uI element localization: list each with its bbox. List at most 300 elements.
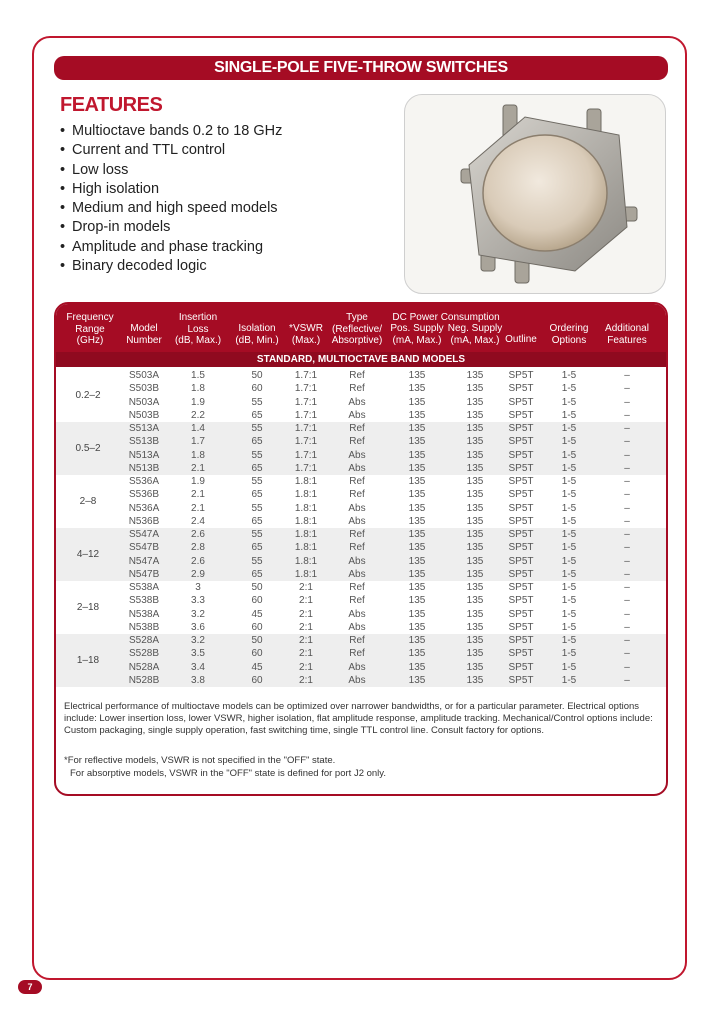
cell-model: N528A — [128, 661, 160, 673]
cell-vswr: 1.8:1 — [294, 515, 318, 527]
cell-outline: SP5T — [508, 409, 534, 421]
table-row — [56, 382, 666, 395]
cell-model: N503A — [128, 396, 160, 408]
cell-insertion-loss: 3.3 — [191, 595, 205, 607]
cell-neg-supply: 135 — [466, 648, 484, 660]
feature-text: Binary decoded logic — [72, 258, 207, 275]
cell-model: N513B — [128, 462, 160, 474]
cell-neg-supply: 135 — [466, 476, 484, 487]
cell-insertion-loss: 3.4 — [191, 661, 205, 673]
cell-insertion-loss: 2.1 — [191, 462, 205, 474]
cell-isolation: 65 — [251, 489, 263, 501]
cell-additional-features: – — [624, 568, 630, 580]
cell-additional-features: – — [624, 502, 630, 514]
cell-pos-supply: 135 — [408, 449, 426, 461]
cell-pos-supply: 135 — [408, 608, 426, 620]
cell-vswr: 1.8:1 — [294, 502, 318, 514]
cell-insertion-loss: 2.1 — [191, 489, 205, 501]
cell-model: S503B — [128, 383, 160, 395]
cell-model: S503A — [128, 370, 160, 381]
cell-isolation: 55 — [251, 423, 263, 434]
switch-image — [405, 95, 666, 294]
cell-ordering-options: 1-5 — [561, 515, 577, 527]
cell-outline: SP5T — [508, 674, 534, 686]
feature-text: Multioctave bands 0.2 to 18 GHz — [72, 123, 283, 139]
cell-pos-supply: 135 — [408, 370, 426, 381]
bullet-icon: • — [60, 200, 66, 217]
cell-insertion-loss: 2.1 — [191, 502, 205, 514]
cell-pos-supply: 135 — [408, 635, 426, 646]
cell-isolation: 45 — [251, 608, 263, 620]
cell-insertion-loss: 3.5 — [191, 648, 205, 660]
feature-item — [60, 141, 282, 160]
feature-text: Current and TTL control — [72, 142, 226, 159]
cell-insertion-loss: 1.5 — [191, 370, 205, 381]
cell-neg-supply: 135 — [466, 515, 484, 527]
cell-isolation: 50 — [251, 582, 263, 593]
cell-pos-supply: 135 — [408, 462, 426, 474]
cell-neg-supply: 135 — [466, 582, 484, 593]
cell-neg-supply: 135 — [466, 436, 484, 448]
cell-additional-features: – — [624, 542, 630, 554]
cell-model: S547B — [128, 542, 160, 554]
cell-insertion-loss: 1.8 — [191, 383, 205, 395]
cell-isolation: 55 — [251, 476, 263, 487]
cell-type: Abs — [348, 674, 366, 686]
cell-type: Ref — [349, 595, 365, 607]
cell-outline: SP5T — [508, 462, 534, 474]
cell-outline: SP5T — [508, 383, 534, 395]
cell-model: N528B — [128, 674, 160, 686]
cell-additional-features: – — [624, 635, 630, 646]
cell-type: Ref — [349, 383, 365, 395]
cell-ordering-options: 1-5 — [561, 370, 577, 381]
cell-type: Ref — [349, 423, 365, 434]
frequency-range: 0.5–2 — [75, 442, 101, 454]
cell-model: S538B — [128, 595, 160, 607]
cell-outline: SP5T — [508, 423, 534, 434]
cell-type: Ref — [349, 476, 365, 487]
table-row — [56, 435, 666, 448]
cell-neg-supply: 135 — [466, 555, 484, 567]
cell-insertion-loss: 1.9 — [191, 476, 205, 487]
bullet-icon: • — [60, 238, 66, 255]
page-title: SINGLE-POLE FIVE-THROW SWITCHES — [54, 56, 668, 80]
cell-model: S536A — [128, 476, 160, 487]
feature-text: Low loss — [72, 161, 129, 178]
cell-type: Abs — [348, 661, 366, 673]
cell-ordering-options: 1-5 — [561, 542, 577, 554]
cell-pos-supply: 135 — [408, 396, 426, 408]
cell-ordering-options: 1-5 — [561, 582, 577, 593]
col-vswr: *VSWR (Max.) — [289, 323, 323, 346]
cell-insertion-loss: 1.7 — [191, 436, 205, 448]
cell-additional-features: – — [624, 648, 630, 660]
cell-neg-supply: 135 — [466, 595, 484, 607]
feature-item — [60, 180, 282, 199]
cell-neg-supply: 135 — [466, 502, 484, 514]
cell-pos-supply: 135 — [408, 582, 426, 593]
cell-vswr: 1.8:1 — [294, 476, 318, 487]
cell-model: N547B — [128, 568, 160, 580]
cell-pos-supply: 135 — [408, 661, 426, 673]
cell-type: Abs — [348, 568, 366, 580]
cell-insertion-loss: 3.6 — [191, 621, 205, 633]
cell-isolation: 55 — [251, 555, 263, 567]
cell-pos-supply: 135 — [408, 542, 426, 554]
cell-insertion-loss: 3 — [195, 582, 201, 593]
cell-pos-supply: 135 — [408, 502, 426, 514]
col-frequency: Frequency Range (GHz) — [66, 312, 114, 346]
cell-neg-supply: 135 — [466, 370, 484, 381]
cell-model: N538B — [128, 621, 160, 633]
table-row — [56, 594, 666, 607]
col-isolation: Isolation (dB, Min.) — [235, 323, 279, 346]
feature-item — [60, 238, 282, 257]
cell-ordering-options: 1-5 — [561, 489, 577, 501]
cell-ordering-options: 1-5 — [561, 449, 577, 461]
cell-vswr: 1.7:1 — [294, 449, 318, 461]
cell-outline: SP5T — [508, 449, 534, 461]
bullet-icon: • — [60, 161, 66, 178]
vswr-note-absorptive: For absorptive models, VSWR in the "OFF" state is defined for port J2 only. — [70, 768, 386, 779]
cell-type: Abs — [348, 621, 366, 633]
cell-pos-supply: 135 — [408, 595, 426, 607]
feature-text: High isolation — [72, 180, 160, 197]
feature-item — [60, 218, 282, 237]
table-row — [56, 462, 666, 475]
table-row — [56, 674, 666, 687]
table-subheader: STANDARD, MULTIOCTAVE BAND MODELS — [56, 352, 666, 367]
cell-isolation: 45 — [251, 661, 263, 673]
cell-model: N536A — [128, 502, 160, 514]
cell-type: Ref — [349, 529, 365, 540]
cell-vswr: 1.7:1 — [294, 396, 318, 408]
cell-neg-supply: 135 — [466, 489, 484, 501]
cell-additional-features: – — [624, 661, 630, 673]
table-row — [56, 475, 666, 488]
cell-outline: SP5T — [508, 476, 534, 487]
cell-insertion-loss: 2.6 — [191, 555, 205, 567]
cell-vswr: 1.7:1 — [294, 436, 318, 448]
cell-vswr: 1.8:1 — [294, 568, 318, 580]
cell-type: Abs — [348, 409, 366, 421]
cell-isolation: 60 — [251, 595, 263, 607]
product-photo — [404, 94, 666, 294]
cell-additional-features: – — [624, 608, 630, 620]
cell-vswr: 2:1 — [299, 674, 313, 686]
cell-model: N538A — [128, 608, 160, 620]
cell-ordering-options: 1-5 — [561, 462, 577, 474]
cell-pos-supply: 135 — [408, 621, 426, 633]
cell-isolation: 65 — [251, 462, 263, 474]
cell-vswr: 2:1 — [299, 582, 313, 593]
cell-additional-features: – — [624, 621, 630, 633]
feature-text: Amplitude and phase tracking — [72, 238, 264, 255]
cell-ordering-options: 1-5 — [561, 476, 577, 487]
cell-insertion-loss: 2.9 — [191, 568, 205, 580]
cell-pos-supply: 135 — [408, 423, 426, 434]
cell-additional-features: – — [624, 515, 630, 527]
col-outline: Outline — [505, 334, 537, 345]
cell-outline: SP5T — [508, 568, 534, 580]
table-row — [56, 449, 666, 462]
cell-neg-supply: 135 — [466, 396, 484, 408]
feature-text: Drop-in models — [72, 219, 171, 236]
col-pos-supply: Pos. Supply (mA, Max.) — [390, 323, 444, 346]
cell-neg-supply: 135 — [466, 449, 484, 461]
cell-vswr: 1.7:1 — [294, 370, 318, 381]
cell-neg-supply: 135 — [466, 635, 484, 646]
cell-pos-supply: 135 — [408, 489, 426, 501]
cell-neg-supply: 135 — [466, 674, 484, 686]
cell-model: N536B — [128, 515, 160, 527]
spec-table — [54, 302, 668, 796]
cell-vswr: 1.7:1 — [294, 462, 318, 474]
cell-model: N547A — [128, 555, 160, 567]
table-row — [56, 422, 666, 435]
cell-outline: SP5T — [508, 648, 534, 660]
cell-isolation: 55 — [251, 449, 263, 461]
cell-outline: SP5T — [508, 635, 534, 646]
cell-pos-supply: 135 — [408, 568, 426, 580]
cell-model: S513A — [128, 423, 160, 434]
cell-outline: SP5T — [508, 621, 534, 633]
cell-model: S538A — [128, 582, 160, 593]
col-model: Model Number — [126, 323, 162, 346]
cell-ordering-options: 1-5 — [561, 674, 577, 686]
table-row — [56, 369, 666, 382]
cell-vswr: 1.8:1 — [294, 529, 318, 540]
cell-isolation: 55 — [251, 396, 263, 408]
cell-ordering-options: 1-5 — [561, 661, 577, 673]
cell-vswr: 2:1 — [299, 661, 313, 673]
table-row — [56, 502, 666, 515]
cell-vswr: 1.8:1 — [294, 489, 318, 501]
cell-isolation: 55 — [251, 529, 263, 540]
cell-type: Abs — [348, 396, 366, 408]
table-row — [56, 661, 666, 674]
cell-ordering-options: 1-5 — [561, 502, 577, 514]
cell-pos-supply: 135 — [408, 409, 426, 421]
cell-outline: SP5T — [508, 542, 534, 554]
bullet-icon: • — [60, 142, 66, 159]
frequency-range: 4–12 — [76, 548, 100, 560]
cell-vswr: 1.7:1 — [294, 423, 318, 434]
table-row — [56, 396, 666, 409]
bullet-icon: • — [60, 219, 66, 236]
table-row — [56, 581, 666, 594]
cell-model: S536B — [128, 489, 160, 501]
cell-ordering-options: 1-5 — [561, 595, 577, 607]
cell-vswr: 1.8:1 — [294, 542, 318, 554]
feature-item — [60, 257, 282, 276]
cell-isolation: 60 — [251, 383, 263, 395]
cell-pos-supply: 135 — [408, 555, 426, 567]
cell-insertion-loss: 3.8 — [191, 674, 205, 686]
cell-vswr: 2:1 — [299, 595, 313, 607]
cell-neg-supply: 135 — [466, 462, 484, 474]
cell-outline: SP5T — [508, 595, 534, 607]
cell-isolation: 60 — [251, 621, 263, 633]
cell-insertion-loss: 3.2 — [191, 608, 205, 620]
feature-item — [60, 122, 282, 141]
cell-neg-supply: 135 — [466, 423, 484, 434]
table-row — [56, 647, 666, 660]
table-row — [56, 541, 666, 554]
cell-additional-features: – — [624, 529, 630, 540]
cell-ordering-options: 1-5 — [561, 396, 577, 408]
cell-additional-features: – — [624, 582, 630, 593]
cell-vswr: 1.8:1 — [294, 555, 318, 567]
cell-neg-supply: 135 — [466, 608, 484, 620]
cell-model: S528A — [128, 635, 160, 646]
table-row — [56, 528, 666, 541]
table-header — [56, 304, 666, 352]
cell-outline: SP5T — [508, 661, 534, 673]
cell-ordering-options: 1-5 — [561, 409, 577, 421]
cell-model: S513B — [128, 436, 160, 448]
cell-neg-supply: 135 — [466, 568, 484, 580]
cell-outline: SP5T — [508, 515, 534, 527]
cell-ordering-options: 1-5 — [561, 383, 577, 395]
cell-type: Abs — [348, 502, 366, 514]
cell-neg-supply: 135 — [466, 529, 484, 540]
cell-ordering-options: 1-5 — [561, 423, 577, 434]
cell-additional-features: – — [624, 489, 630, 501]
cell-additional-features: – — [624, 409, 630, 421]
cell-ordering-options: 1-5 — [561, 529, 577, 540]
cell-type: Abs — [348, 608, 366, 620]
features-heading: FEATURES — [60, 94, 163, 116]
cell-insertion-loss: 1.4 — [191, 423, 205, 434]
cell-outline: SP5T — [508, 529, 534, 540]
table-row — [56, 555, 666, 568]
cell-type: Ref — [349, 370, 365, 381]
col-insertion-loss: Insertion Loss (dB, Max.) — [174, 312, 222, 346]
cell-insertion-loss: 2.6 — [191, 529, 205, 540]
frequency-range: 2–18 — [76, 601, 100, 613]
cell-isolation: 65 — [251, 568, 263, 580]
cell-pos-supply: 135 — [408, 383, 426, 395]
electrical-note: Electrical performance of multioctave models can be optimized over narrower bandwidths, or for a particular parameter. Electrical options include: Lower insertion loss, lower VSWR, higher isolation, flat amplitude response, amplitude tracking. Mechanical/Control options include: Custom packaging, single supply operation, fast switching time, single TTL control line. Consult factory for options. — [64, 701, 653, 736]
cell-additional-features: – — [624, 396, 630, 408]
cell-type: Ref — [349, 648, 365, 660]
cell-type: Abs — [348, 462, 366, 474]
cell-additional-features: – — [624, 370, 630, 381]
cell-outline: SP5T — [508, 396, 534, 408]
cell-ordering-options: 1-5 — [561, 555, 577, 567]
col-dc-power-title: DC Power Consumption — [392, 312, 500, 323]
cell-ordering-options: 1-5 — [561, 436, 577, 448]
table-row — [56, 568, 666, 581]
cell-additional-features: – — [624, 449, 630, 461]
cell-model: N503B — [128, 409, 160, 421]
table-row — [56, 515, 666, 528]
cell-type: Abs — [348, 449, 366, 461]
cell-isolation: 55 — [251, 502, 263, 514]
cell-pos-supply: 135 — [408, 674, 426, 686]
col-type: Type (Reflective/ Absorptive) — [331, 312, 383, 346]
cell-vswr: 1.7:1 — [294, 383, 318, 395]
cell-isolation: 50 — [251, 635, 263, 646]
cell-outline: SP5T — [508, 436, 534, 448]
cell-vswr: 2:1 — [299, 621, 313, 633]
cell-additional-features: – — [624, 555, 630, 567]
cell-pos-supply: 135 — [408, 476, 426, 487]
cell-ordering-options: 1-5 — [561, 635, 577, 646]
cell-additional-features: – — [624, 595, 630, 607]
table-row — [56, 409, 666, 422]
feature-text: Medium and high speed models — [72, 200, 278, 217]
cell-type: Ref — [349, 582, 365, 593]
cell-isolation: 65 — [251, 515, 263, 527]
feature-item — [60, 199, 282, 218]
cell-insertion-loss: 1.9 — [191, 396, 205, 408]
features-list — [60, 122, 282, 276]
cell-pos-supply: 135 — [408, 529, 426, 540]
cell-vswr: 2:1 — [299, 648, 313, 660]
cell-vswr: 1.7:1 — [294, 409, 318, 421]
cell-isolation: 60 — [251, 674, 263, 686]
cell-neg-supply: 135 — [466, 383, 484, 395]
cell-type: Ref — [349, 436, 365, 448]
cell-isolation: 60 — [251, 648, 263, 660]
frequency-range: 2–8 — [79, 495, 97, 507]
cell-additional-features: – — [624, 476, 630, 487]
cell-isolation: 65 — [251, 542, 263, 554]
cell-type: Ref — [349, 542, 365, 554]
bullet-icon: • — [60, 123, 66, 139]
col-additional-features: Additional Features — [605, 323, 649, 346]
cell-outline: SP5T — [508, 582, 534, 593]
frequency-range: 1–18 — [76, 654, 100, 666]
cell-type: Ref — [349, 635, 365, 646]
cell-model: N513A — [128, 449, 160, 461]
cell-neg-supply: 135 — [466, 621, 484, 633]
cell-outline: SP5T — [508, 608, 534, 620]
cell-type: Ref — [349, 489, 365, 501]
cell-isolation: 65 — [251, 436, 263, 448]
col-neg-supply: Neg. Supply (mA, Max.) — [447, 323, 503, 346]
cell-vswr: 2:1 — [299, 608, 313, 620]
cell-outline: SP5T — [508, 370, 534, 381]
page-number: 7 — [18, 980, 42, 994]
bullet-icon: • — [60, 258, 66, 275]
cell-neg-supply: 135 — [466, 661, 484, 673]
cell-additional-features: – — [624, 383, 630, 395]
table-row — [56, 621, 666, 634]
cell-insertion-loss: 3.2 — [191, 635, 205, 646]
cell-additional-features: – — [624, 436, 630, 448]
cell-insertion-loss: 2.2 — [191, 409, 205, 421]
cell-insertion-loss: 2.4 — [191, 515, 205, 527]
cell-ordering-options: 1-5 — [561, 621, 577, 633]
cell-type: Abs — [348, 515, 366, 527]
bullet-icon: • — [60, 180, 66, 197]
cell-isolation: 65 — [251, 409, 263, 421]
feature-item — [60, 161, 282, 180]
cell-insertion-loss: 1.8 — [191, 449, 205, 461]
table-row — [56, 634, 666, 647]
table-row — [56, 488, 666, 501]
cell-pos-supply: 135 — [408, 648, 426, 660]
cell-model: S528B — [128, 648, 160, 660]
cell-vswr: 2:1 — [299, 635, 313, 646]
cell-additional-features: – — [624, 423, 630, 434]
cell-outline: SP5T — [508, 502, 534, 514]
cell-ordering-options: 1-5 — [561, 568, 577, 580]
